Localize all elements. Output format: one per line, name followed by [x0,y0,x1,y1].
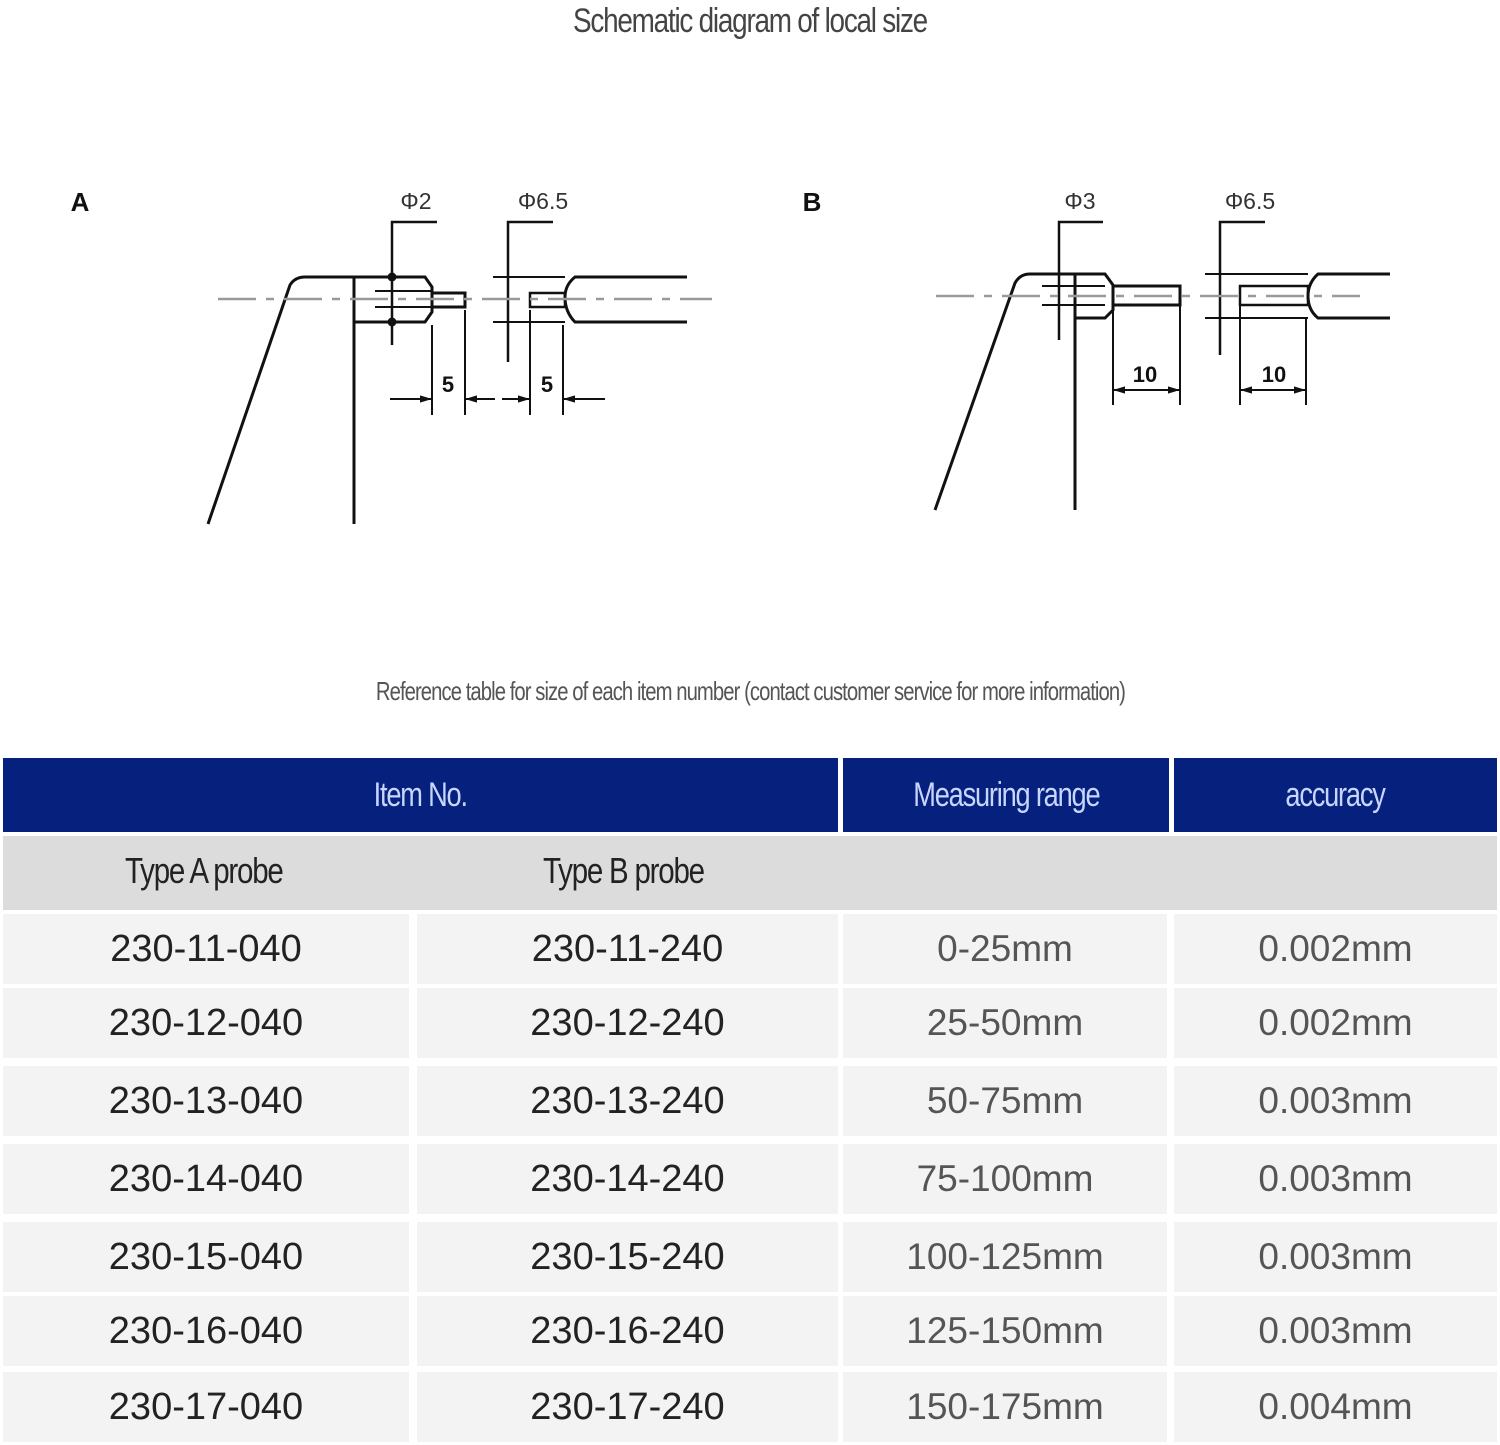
cell-accuracy: 0.003mm [1174,1066,1497,1136]
diagram-a-label: A [70,187,90,217]
cell-type-b: 230-11-240 [417,914,838,984]
subheader-row [3,836,1497,910]
cell-range: 75-100mm [843,1144,1167,1214]
cell-type-a: 230-15-040 [3,1222,409,1292]
cell-range: 100-125mm [843,1222,1167,1292]
cell-range: 150-175mm [843,1372,1167,1442]
cell-type-b: 230-17-240 [417,1372,838,1442]
cell-type-a: 230-12-040 [3,988,409,1058]
cell-type-a: 230-13-040 [3,1066,409,1136]
schematic-diagram [0,170,1500,550]
diagram-b [935,222,1390,510]
cell-accuracy: 0.004mm [1174,1372,1497,1442]
cell-range: 0-25mm [843,914,1167,984]
header-item-no: Item No. [3,758,838,832]
cell-type-b: 230-14-240 [417,1144,838,1214]
cell-type-b: 230-15-240 [417,1222,838,1292]
cell-range: 50-75mm [843,1066,1167,1136]
cell-accuracy: 0.003mm [1174,1296,1497,1366]
header-accuracy: accuracy [1174,758,1497,832]
subheader-type-b: Type B probe [543,850,704,891]
cell-type-a: 230-14-040 [3,1144,409,1214]
cell-type-b: 230-12-240 [417,988,838,1058]
cell-range: 125-150mm [843,1296,1167,1366]
cell-accuracy: 0.002mm [1174,988,1497,1058]
cell-type-a: 230-16-040 [3,1296,409,1366]
diagram-b-tip-diameter: Φ3 [1064,188,1096,214]
diagram-a-length-left: 5 [441,372,455,397]
diagram-a-length-right: 5 [540,372,554,397]
cell-range: 25-50mm [843,988,1167,1058]
diagram-b-spindle-diameter: Φ6.5 [1224,188,1276,214]
cell-accuracy: 0.003mm [1174,1222,1497,1292]
diagram-b-length-left: 10 [1132,362,1158,387]
diagram-a-tip-diameter: Φ2 [400,188,432,214]
diagram-b-length-right: 10 [1261,362,1287,387]
page-title: Schematic diagram of local size [573,2,927,40]
header-measuring-range: Measuring range [843,758,1169,832]
subheader-type-a: Type A probe [125,850,283,891]
table-caption: Reference table for size of each item number (contact customer service for more information) [375,676,1125,706]
cell-accuracy: 0.003mm [1174,1144,1497,1214]
diagram-b-label: B [802,187,822,217]
cell-type-a: 230-17-040 [3,1372,409,1442]
cell-accuracy: 0.002mm [1174,914,1497,984]
cell-type-b: 230-16-240 [417,1296,838,1366]
cell-type-b: 230-13-240 [417,1066,838,1136]
diagram-a-spindle-diameter: Φ6.5 [517,188,569,214]
cell-type-a: 230-11-040 [3,914,409,984]
